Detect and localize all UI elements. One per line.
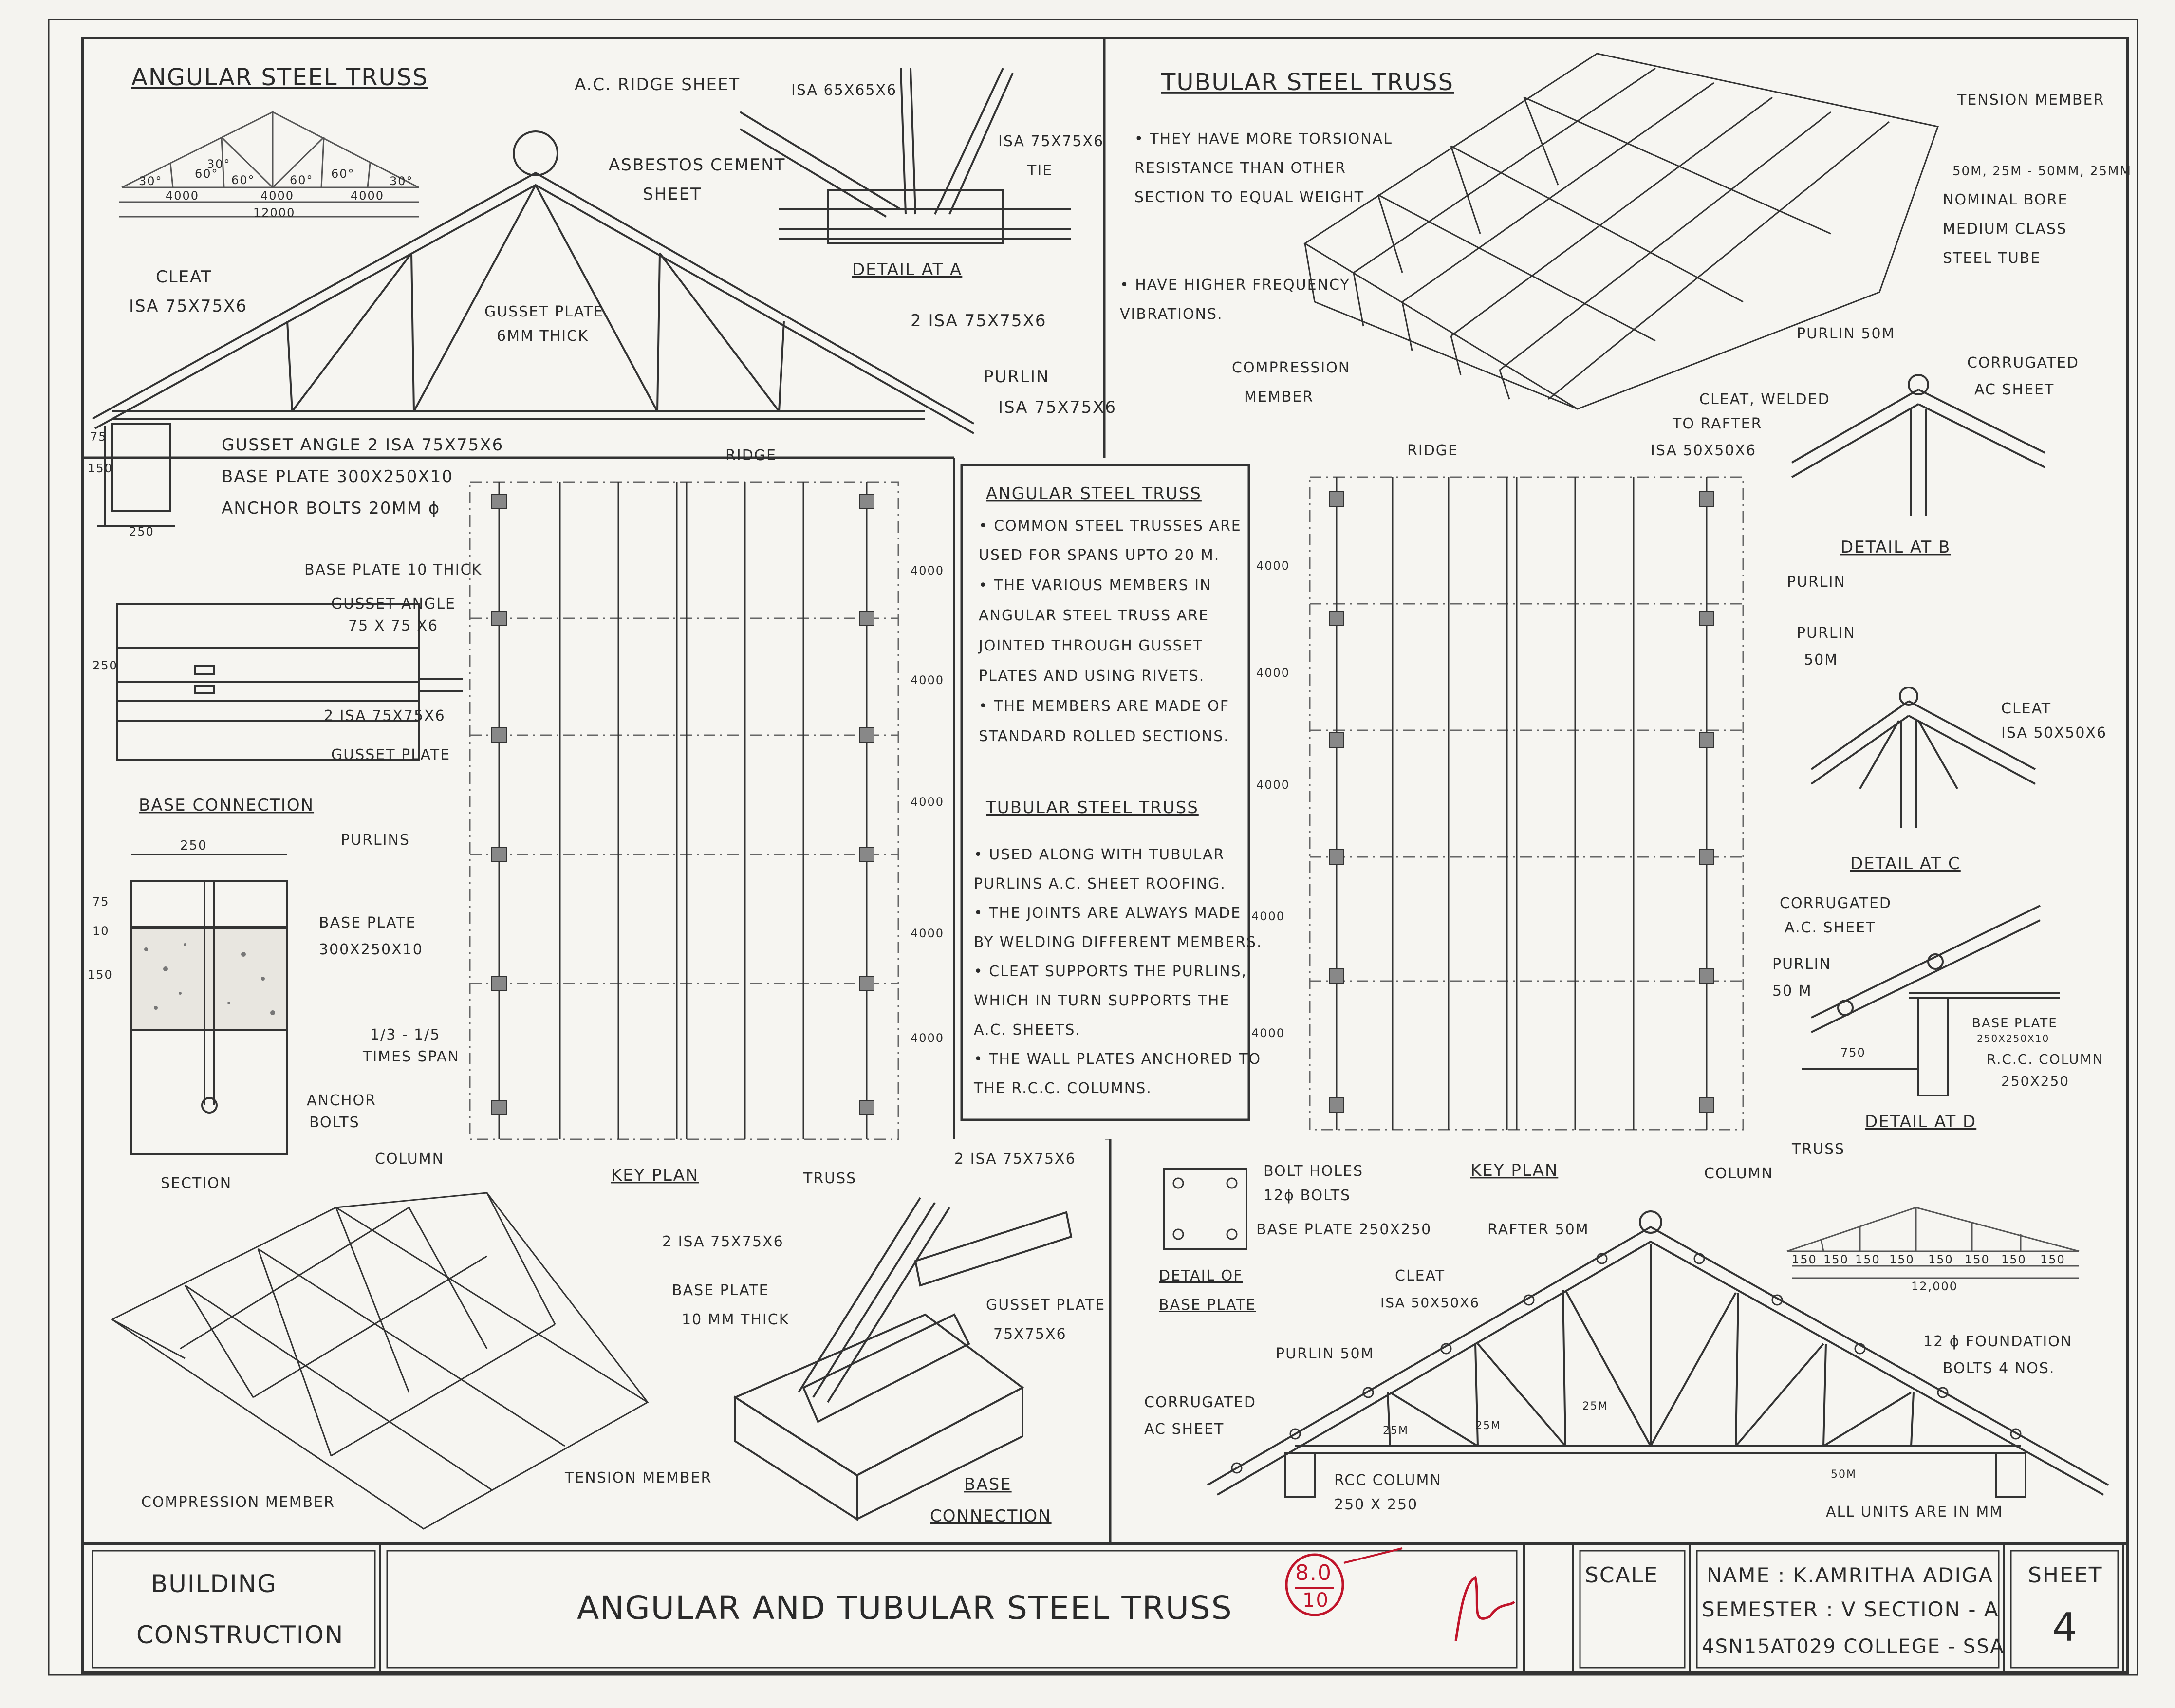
tension-member-label: TENSION MEMBER <box>565 1469 712 1486</box>
span-dim: 4000 <box>351 189 385 203</box>
isa-label: 2 ISA 75X75X6 <box>911 311 1047 331</box>
isa-75-label: ISA 75X75X6 <box>998 133 1104 150</box>
asbestos-label: ASBESTOS CEMENT <box>609 155 786 175</box>
note-line: • CLEAT SUPPORTS THE PURLINS, <box>974 963 1247 980</box>
cleat-label: CLEAT <box>1395 1267 1446 1284</box>
ratio-label: 1/3 - 1/5 <box>370 1026 441 1043</box>
span-dim: 4000 <box>260 189 295 203</box>
compression-label: MEMBER <box>1244 389 1314 406</box>
anchor-label: ANCHOR <box>307 1092 376 1109</box>
purlin-label: 50 M <box>1772 983 1812 1000</box>
purlin-label: PURLIN <box>1797 625 1856 642</box>
truss-label: TRUSS <box>1792 1141 1845 1158</box>
base-plate-label: BASE PLATE 300X250X10 <box>222 467 453 486</box>
tubular-bullet: • THEY HAVE MORE TORSIONAL <box>1134 130 1393 148</box>
note-line: USED FOR SPANS UPTO 20 M. <box>979 547 1220 564</box>
corrugated-label: CORRUGATED <box>1780 895 1892 912</box>
bay-dim: 4000 <box>1256 559 1290 573</box>
base-plate-thick-label: BASE PLATE 10 THICK <box>304 561 483 578</box>
grade-denominator: 10 <box>1302 1589 1329 1612</box>
gusset-plate-size: 75X75X6 <box>993 1326 1067 1343</box>
compression-member-label: COMPRESSION MEMBER <box>141 1494 335 1511</box>
purlin-label: PURLIN <box>1787 574 1846 591</box>
base-plate-size: 250X250X10 <box>1977 1033 2050 1044</box>
note-line: THE R.C.C. COLUMNS. <box>974 1080 1152 1097</box>
v-dim: 150 <box>88 968 113 982</box>
isa-top-label: 2 ISA 75X75X6 <box>954 1151 1076 1168</box>
base-plate-label: BASE PLATE <box>319 914 416 931</box>
angle-label: 60° <box>290 173 314 187</box>
tube-spec: NOMINAL BORE <box>1943 191 2068 208</box>
cleat-label: CLEAT <box>156 267 212 287</box>
corrugated-label: A.C. SHEET <box>1785 919 1876 936</box>
span-dim: 4000 <box>166 189 200 203</box>
bay-dim: 4000 <box>911 795 945 809</box>
base-plate-size-label: BASE PLATE 250X250 <box>1256 1221 1432 1238</box>
sheet-title: ANGULAR AND TUBULAR STEEL TRUSS <box>577 1589 1233 1627</box>
gusset-angle-label: GUSSET ANGLE <box>331 595 456 613</box>
purlin-label: PURLIN 50M <box>1276 1345 1375 1362</box>
ridge-label: RIDGE <box>1407 442 1458 459</box>
base-plate-size: 300X250X10 <box>319 941 423 958</box>
bay-dim: 4000 <box>1256 666 1290 680</box>
units-note: ALL UNITS ARE IN MM <box>1826 1504 2004 1521</box>
cleat-label: ISA 50X50X6 <box>2001 724 2107 742</box>
rcc-size: 250 X 250 <box>1334 1496 1418 1513</box>
note-line: STANDARD ROLLED SECTIONS. <box>979 728 1229 745</box>
gusset-plate-label: GUSSET PLATE <box>484 303 604 320</box>
gusset-angle-label: 75 X 75 X6 <box>348 617 439 634</box>
base-connection-title: CONNECTION <box>930 1506 1052 1526</box>
tie-label: TIE <box>1027 162 1053 179</box>
ridge-label: RIDGE <box>725 447 777 464</box>
purlin-size-label: ISA 75X75X6 <box>998 398 1117 417</box>
anchor-bolts-label: ANCHOR BOLTS 20MM ϕ <box>222 499 441 518</box>
gusset-plate-label: GUSSET PLATE <box>331 746 451 763</box>
isa-65-label: ISA 65X65X6 <box>791 82 897 99</box>
bay-dim: 4000 <box>1256 778 1290 792</box>
base-plate-thick: 10 MM THICK <box>682 1311 790 1328</box>
cleat-label: CLEAT, WELDED <box>1699 391 1830 408</box>
bolt-holes-label: BOLT HOLES <box>1264 1163 1363 1180</box>
base-dim: 250 <box>129 525 154 538</box>
member-size: 25M <box>1383 1425 1409 1437</box>
compression-label: COMPRESSION <box>1232 359 1351 376</box>
angle-label: 30° <box>139 174 163 188</box>
subject-label: CONSTRUCTION <box>136 1621 344 1649</box>
student-name: NAME : K.AMRITHA ADIGA <box>1707 1563 1994 1587</box>
note-line: • THE WALL PLATES ANCHORED TO <box>974 1051 1262 1068</box>
notes-tubular-title: TUBULAR STEEL TRUSS <box>986 798 1199 817</box>
gusset-plate-label: GUSSET PLATE <box>986 1297 1106 1314</box>
rafter-label: RAFTER 50M <box>1487 1221 1589 1238</box>
rcc-label: RCC COLUMN <box>1334 1472 1442 1489</box>
base-plate-label: BASE PLATE <box>1972 1016 2058 1031</box>
gusset-plate-label: 6MM THICK <box>497 328 589 345</box>
ridge-sheet-label: A.C. RIDGE SHEET <box>575 75 741 94</box>
note-line: A.C. SHEETS. <box>974 1021 1081 1039</box>
tubular-title: TUBULAR STEEL TRUSS <box>1161 69 1454 96</box>
bay-dim: 4000 <box>911 927 945 940</box>
small-dim: 150 <box>1889 1253 1915 1266</box>
dim-label: 750 <box>1840 1046 1866 1059</box>
note-line: • THE JOINTS ARE ALWAYS MADE <box>974 905 1242 922</box>
angle-label: 30° <box>390 174 413 188</box>
member-size: 50M <box>1831 1468 1857 1481</box>
angle-label: 60° <box>195 167 219 181</box>
sheet-number: 4 <box>2052 1605 2078 1650</box>
cleat-label: ISA 50X50X6 <box>1651 442 1757 459</box>
note-line: ANGULAR STEEL TRUSS ARE <box>979 607 1209 624</box>
section-label: SECTION <box>161 1175 232 1192</box>
note-line: • THE MEMBERS ARE MADE OF <box>979 698 1230 715</box>
rcc-label: R.C.C. COLUMN <box>1987 1051 2104 1067</box>
small-dim: 150 <box>1928 1253 1953 1266</box>
width-dim: 250 <box>180 838 207 853</box>
cleat-label: ISA 50X50X6 <box>1380 1295 1480 1311</box>
detail-d-title: DETAIL AT D <box>1865 1112 1977 1132</box>
tube-spec: MEDIUM CLASS <box>1943 221 2067 238</box>
small-dim: 150 <box>2040 1253 2065 1266</box>
foundation-label: BOLTS 4 NOS. <box>1943 1360 2055 1377</box>
note-line: WHICH IN TURN SUPPORTS THE <box>974 992 1230 1009</box>
small-dim-total: 12,000 <box>1911 1280 1958 1293</box>
angle-label: 60° <box>331 167 355 181</box>
isa-left-label: 2 ISA 75X75X6 <box>662 1233 784 1250</box>
purlin-label: PURLIN 50M <box>1797 325 1896 342</box>
purlins-label: PURLINS <box>341 832 410 849</box>
foundation-label: 12 ϕ FOUNDATION <box>1923 1333 2073 1350</box>
cleat-size-label: ISA 75X75X6 <box>129 297 248 316</box>
truss-label: TRUSS <box>803 1170 857 1187</box>
cleat-label: TO RAFTER <box>1673 415 1763 432</box>
corrugated-label: AC SHEET <box>1974 381 2055 398</box>
subject-label: BUILDING <box>151 1570 277 1598</box>
v-dim: 10 <box>93 924 110 938</box>
purlin-label: PURLIN <box>984 367 1050 387</box>
small-dim: 150 <box>1855 1253 1880 1266</box>
base-plate-label: BASE PLATE <box>672 1282 769 1299</box>
base-plate-detail-title: DETAIL OF <box>1159 1267 1243 1284</box>
anchor-label: BOLTS <box>309 1114 360 1131</box>
cleat-label: CLEAT <box>2001 700 2052 717</box>
note-line: BY WELDING DIFFERENT MEMBERS. <box>974 934 1263 951</box>
small-dim: 150 <box>1792 1253 1817 1266</box>
tubular-bullet: RESISTANCE THAN OTHER <box>1134 160 1346 177</box>
note-line: PURLINS A.C. SHEET ROOFING. <box>974 875 1226 892</box>
detail-c-title: DETAIL AT C <box>1850 854 1961 873</box>
member-size: 25M <box>1475 1420 1501 1432</box>
angle-label: 60° <box>231 173 255 187</box>
angular-truss-title: ANGULAR STEEL TRUSS <box>131 64 428 91</box>
bolt-holes-label: 12ϕ BOLTS <box>1264 1187 1351 1204</box>
bay-dim: 4000 <box>911 564 945 577</box>
corrugated-label: CORRUGATED <box>1144 1394 1257 1411</box>
detail-b-title: DETAIL AT B <box>1840 538 1951 557</box>
rcc-size: 250X250 <box>2001 1073 2070 1089</box>
bay-dim: 4000 <box>911 1031 945 1045</box>
angle-label: 30° <box>207 157 231 171</box>
member-size: 25M <box>1582 1400 1608 1412</box>
note-line: • COMMON STEEL TRUSSES ARE <box>979 518 1242 535</box>
v-dim: 75 <box>93 895 110 909</box>
column-label: COLUMN <box>1704 1165 1774 1182</box>
base-dim: 150 <box>88 462 113 475</box>
corrugated-label: AC SHEET <box>1144 1421 1225 1438</box>
key-plan-title: KEY PLAN <box>611 1166 699 1185</box>
semester-section: SEMESTER : V SECTION - A <box>1702 1597 1999 1621</box>
asbestos-label: SHEET <box>643 185 702 204</box>
key-plan-title: KEY PLAN <box>1470 1161 1559 1180</box>
tension-label: TENSION MEMBER <box>1957 92 2105 109</box>
tubular-bullet: VIBRATIONS. <box>1120 306 1223 323</box>
base-connection-title: BASE <box>964 1475 1012 1494</box>
grade-numerator: 8.0 <box>1295 1560 1332 1585</box>
small-dim: 150 <box>1823 1253 1849 1266</box>
gusset-angle-label: GUSSET ANGLE 2 ISA 75X75X6 <box>222 435 504 455</box>
small-dim: 150 <box>1965 1253 1990 1266</box>
bay-dim: 4000 <box>1251 910 1285 923</box>
tubular-bullet: SECTION TO EQUAL WEIGHT <box>1134 189 1365 206</box>
usn-college: 4SN15AT029 COLLEGE - SSA <box>1702 1635 2005 1658</box>
tube-spec: STEEL TUBE <box>1943 250 2041 267</box>
purlin-label: 50M <box>1804 651 1839 668</box>
base-dim: 75 <box>90 430 107 444</box>
note-line: JOINTED THROUGH GUSSET <box>979 637 1203 654</box>
detail-a-title: DETAIL AT A <box>852 260 963 279</box>
column-label: COLUMN <box>375 1151 445 1168</box>
ratio-label: TIMES SPAN <box>363 1048 460 1065</box>
small-dim: 150 <box>2001 1253 2026 1266</box>
notes-angular-title: ANGULAR STEEL TRUSS <box>986 484 1202 503</box>
isa-label: 2 ISA 75X75X6 <box>324 707 446 724</box>
purlin-label: PURLIN <box>1772 956 1831 973</box>
base-plate-detail-title: BASE PLATE <box>1159 1297 1256 1314</box>
note-line: • USED ALONG WITH TUBULAR <box>974 846 1225 863</box>
tube-spec: 50M, 25M - 50MM, 25MM <box>1952 164 2132 179</box>
sheet-label: SHEET <box>2028 1563 2103 1588</box>
tubular-bullet: • HAVE HIGHER FREQUENCY <box>1120 277 1350 294</box>
dim-label: 250 <box>93 659 118 672</box>
span-dim-total: 12000 <box>253 206 296 220</box>
note-line: • THE VARIOUS MEMBERS IN <box>979 577 1212 594</box>
bay-dim: 4000 <box>911 673 945 687</box>
bay-dim: 4000 <box>1251 1026 1285 1040</box>
scale-label: SCALE <box>1585 1563 1659 1588</box>
corrugated-label: CORRUGATED <box>1967 354 2080 371</box>
note-line: PLATES AND USING RIVETS. <box>979 668 1205 685</box>
base-connection-title: BASE CONNECTION <box>139 796 315 815</box>
